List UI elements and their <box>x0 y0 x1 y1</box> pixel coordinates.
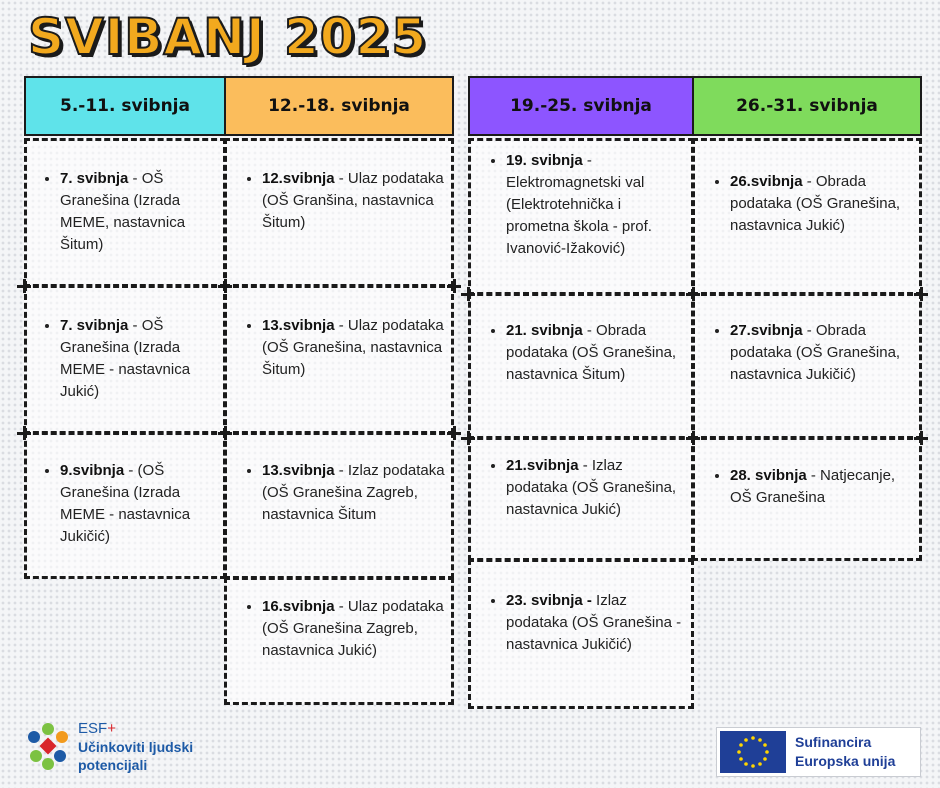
grid-cross-mark <box>686 287 700 301</box>
esf-line-1: Učinkoviti ljudski <box>78 739 194 755</box>
grid-cross-mark <box>461 431 475 445</box>
week-header-1-label: 5.-11. svibnja <box>60 96 190 116</box>
entry-date: 28. svibnja <box>730 467 807 484</box>
eu-line-1: Sufinancira <box>795 734 872 750</box>
entry-text: - Obrada podataka (OŠ Granešina, nastavnica Šitum) <box>506 322 677 383</box>
entry-text: - OŠ Granešina (Izrada MEME - nastavnica Jukić) <box>60 317 191 400</box>
grid-cross-mark <box>447 426 461 440</box>
entry-date: 26.svibnja <box>730 173 803 190</box>
eu-line-2: Europska unija <box>795 753 896 769</box>
entry-text: - (OŠ Granešina (Izrada MEME - nastavnica Jukičić) <box>60 462 191 545</box>
entry-text: - Ulaz podataka (OŠ Granešina, nastavnica Šitum) <box>262 317 444 378</box>
week-header-1 <box>24 76 226 136</box>
entry-text: - Izlaz podataka (OŠ Granešina, nastavnica Jukić) <box>506 457 677 518</box>
grid-cross-mark <box>461 287 475 301</box>
list-item <box>242 315 447 381</box>
eu-cofinancing-text <box>795 733 895 771</box>
entry-text: - Ulaz podataka (OŠ Granešina Zagreb, nastavnica Jukić) <box>262 598 444 659</box>
grid-cross-mark <box>914 287 928 301</box>
list-item <box>242 460 447 526</box>
list-item <box>40 315 222 403</box>
list-item <box>710 320 915 386</box>
entry-text: - Izlaz podataka (OŠ Granešina Zagreb, nastavnica Šitum <box>262 462 445 523</box>
esf-line-2: potencijali <box>78 757 148 773</box>
entry-date: 21. svibnja <box>506 322 583 339</box>
list-item <box>710 465 915 509</box>
list-item <box>242 596 447 662</box>
esf-brand-name: ESF <box>78 720 108 737</box>
entry-text: - OŠ Granešina (Izrada MEME, nastavnica Šitum) <box>60 170 186 253</box>
grid-cross-mark <box>218 426 232 440</box>
grid-cross-mark <box>218 279 232 293</box>
list-item <box>40 168 222 256</box>
entry-text: Izlaz podataka (OŠ Granešina - nastavnica Jukičić) <box>506 592 682 653</box>
grid-cross-mark <box>17 426 31 440</box>
list-item <box>486 455 686 521</box>
entry-date: 9.svibnja <box>60 462 125 479</box>
esf-brand-plus: + <box>107 720 116 737</box>
grid-cross-mark <box>686 431 700 445</box>
entry-text: - Obrada podataka (OŠ Granešina, nastavnica Jukić) <box>730 173 901 234</box>
entry-text: - Elektromagnetski val (Elektrotehnička i prometna škola - prof. Ivanović-Ižaković) <box>506 152 652 257</box>
eu-flag-icon <box>720 731 786 773</box>
list-item <box>486 590 686 656</box>
eu-cofinancing-logo <box>716 727 921 777</box>
entry-text: - Ulaz podataka (OŠ Granšina, nastavnica Šitum) <box>262 170 444 231</box>
esf-flower-icon <box>24 720 72 772</box>
entry-date: 23. svibnja - <box>506 592 592 609</box>
week-header-3 <box>468 76 694 136</box>
page-title: SVIBANJ 2025 <box>28 8 428 66</box>
entry-date: 19. svibnja <box>506 152 583 169</box>
esf-brand <box>78 720 116 737</box>
week-header-4-label: 26.-31. svibnja <box>736 96 878 116</box>
grid-cross-mark <box>914 431 928 445</box>
entry-date: 13.svibnja <box>262 462 335 479</box>
list-item <box>40 460 222 548</box>
entry-date: 7. svibnja <box>60 170 129 187</box>
entry-date: 27.svibnja <box>730 322 803 339</box>
week-header-3-label: 19.-25. svibnja <box>510 96 652 116</box>
grid-cross-mark <box>17 279 31 293</box>
esf-logo <box>24 718 254 778</box>
list-item <box>242 168 447 234</box>
entry-date: 21.svibnja <box>506 457 579 474</box>
entry-date: 13.svibnja <box>262 317 335 334</box>
entry-text: - Natjecanje, OŠ Granešina <box>730 467 896 506</box>
esf-program-name <box>78 738 193 774</box>
list-item <box>710 171 915 237</box>
entry-text: - Obrada podataka (OŠ Granešina, nastavnica Jukičić) <box>730 322 901 383</box>
grid-cross-mark <box>447 279 461 293</box>
week-header-2 <box>224 76 454 136</box>
week-header-2-label: 12.-18. svibnja <box>268 96 410 116</box>
list-item <box>486 150 686 260</box>
entry-date: 7. svibnja <box>60 317 129 334</box>
list-item <box>486 320 686 386</box>
entry-date: 12.svibnja <box>262 170 335 187</box>
week-header-4 <box>692 76 922 136</box>
entry-date: 16.svibnja <box>262 598 335 615</box>
